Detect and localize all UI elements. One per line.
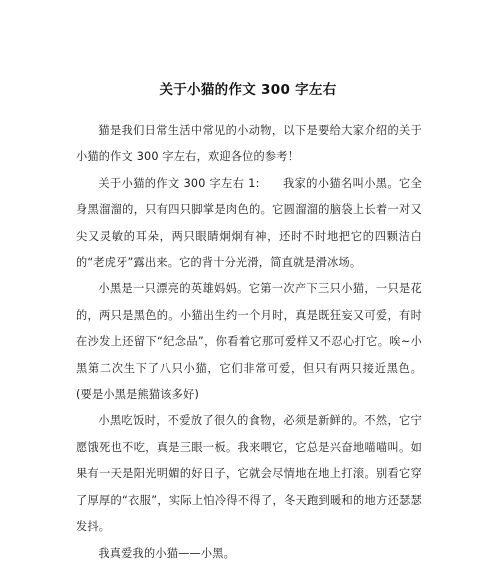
paragraph-intro: 猫是我们日常生活中常见的小动物，以下是要给大家介绍的关于小猫的作文 300 字左右，欢迎各位的参考！ bbox=[76, 124, 422, 164]
paragraph-eating: 小黑吃饭时，不爱放了很久的食物，必须是新鲜的。不然，它宁愿饿死也不吃，真是三眼一板。我来喂它，它总是兴奋地喵喵叫。如果有一天是阳光明媚的好日子，它就会尽情地在地上打滚。别看它穿了厚厚的“衣服”，实际上怕冷得不得了，冬天跑到暖和的地方还瑟瑟发抖。 bbox=[76, 414, 422, 534]
paragraph-appearance: 关于小猫的作文 300 字左右 1: 我家的小猫名叫小黑。它全身黑溜溜的，只有四只脚掌是肉色的。它圆溜溜的脑袋上长着一对又尖又灵敏的耳朵，两只眼睛炯炯有神，还时不时地把它的四颗洁白的“老虎牙”露出来。它的背十分光滑，简直就是滑冰场。 bbox=[76, 176, 422, 270]
paragraph-mother: 小黑是一只漂亮的英雄妈妈。它第一次产下三只小猫，一只是花的，两只是黑色的。小猫出生约一个月时，真是既狂妄又可爱，有时在沙发上还留下“纪念品”，你看着它那可爱样又不忍心打它。唉~小黑第二次生下了八只小猫，它们非常可爱，但只有两只接近黑色。(要是小黑是熊猫该多好) bbox=[76, 282, 422, 402]
paragraph-closing: 我真爱我的小猫——小黑。 bbox=[98, 546, 236, 560]
document-body bbox=[76, 118, 422, 567]
document-title: 关于小猫的作文 300 字左右 bbox=[159, 82, 337, 98]
